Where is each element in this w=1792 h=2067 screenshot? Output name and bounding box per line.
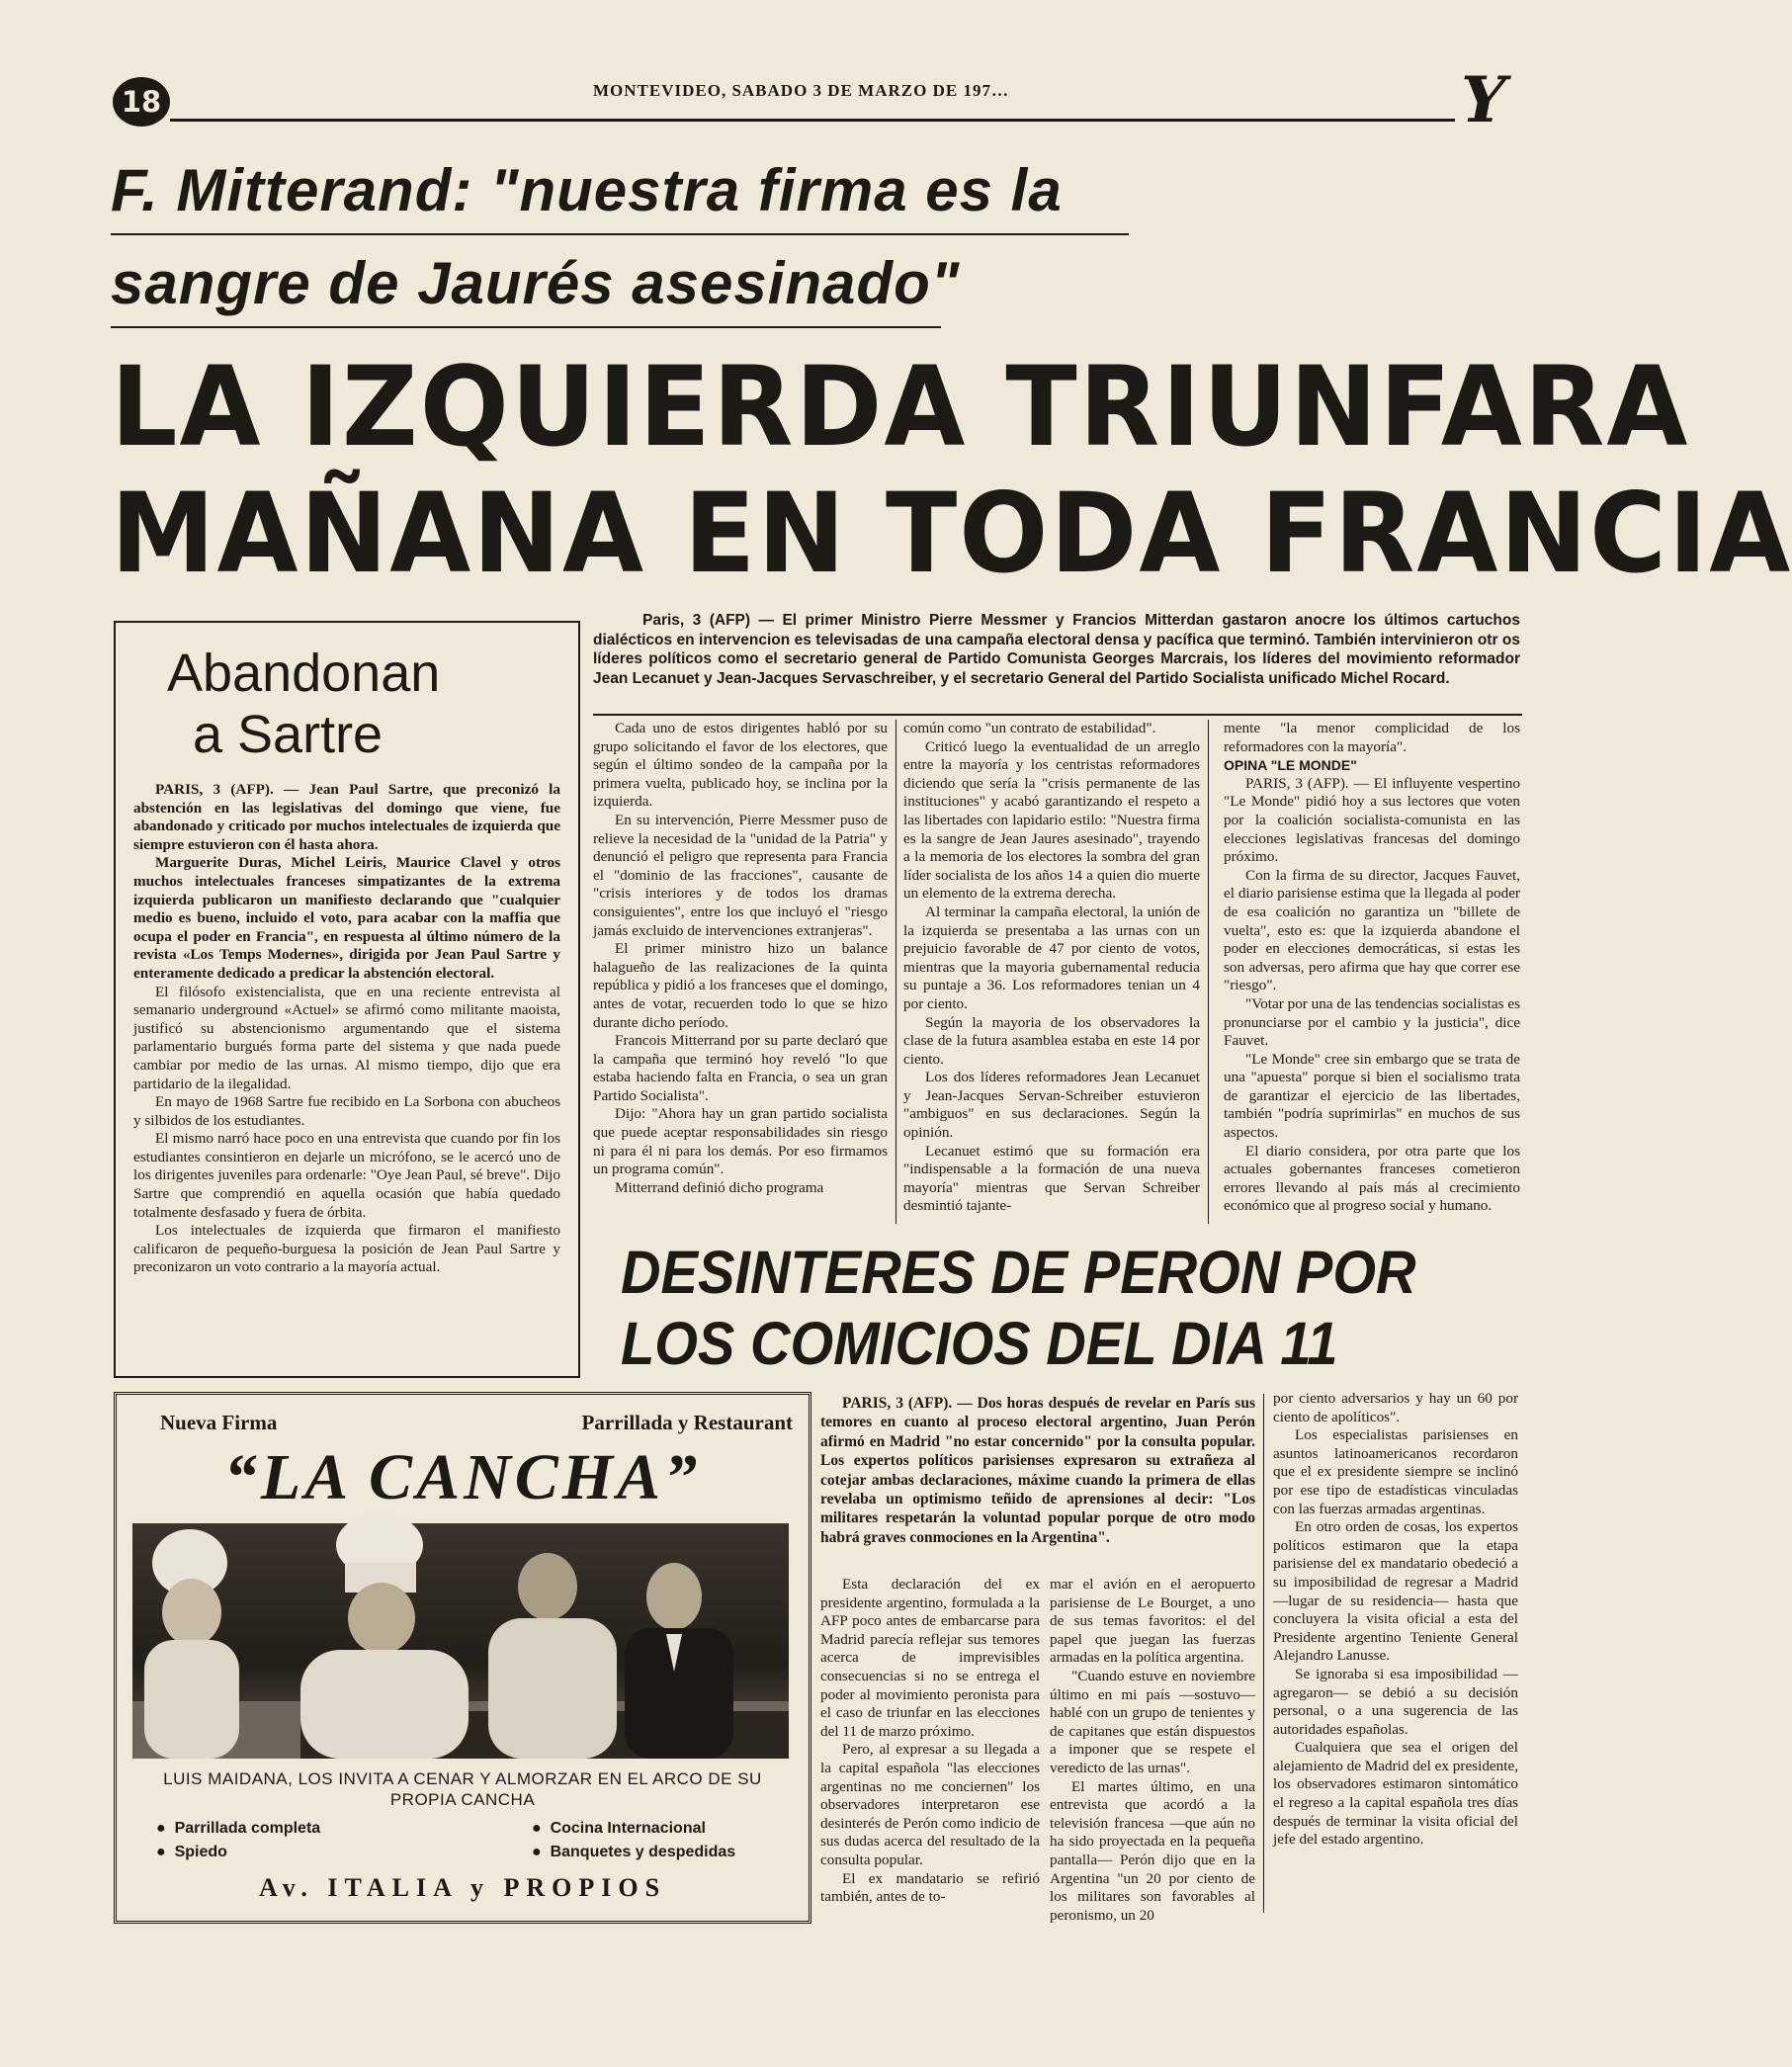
- column-divider: [1208, 720, 1209, 1224]
- paragraph: Esta declaración del ex presidente argentino, formulada a la AFP poco antes de embarcarse para Madrid parecía reflejar sus temores acerca de imprevisibles consecuencias si no se entrega el poder al movimiento peronista para el caso de triunfar en las elecciones del 11 de marzo próximo.: [820, 1576, 1040, 1740]
- paragraph: PARIS, 3 (AFP). — Jean Paul Sartre, que preconizó la abstención en las legislativas del domingo que viene, fue abandonado y criticado por muchos intelectuales de izquierda que siempre estuvieron con él hasta ahora.: [133, 781, 560, 853]
- paragraph: mente "la menor complicidad de los reformadores con la mayoría".: [1224, 720, 1520, 755]
- paragraph: PARIS, 3 (AFP). — El influyente vespertino "Le Monde" pidió hoy a sus lectores que voten por la coalición socialista-comunista en las elecciones legislativas francesas del domingo próximo.: [1224, 774, 1520, 866]
- paragraph: En otro orden de cosas, los expertos políticos estimaron que la etapa parisiense del ex mandatario obedeció a su imposibilidad de regresar a Madrid —lugar de su residencia— hasta que concluyera la visita oficial a esta del Presidente argentino Teniente General Alejandro Lanusse.: [1273, 1518, 1518, 1665]
- paragraph: Al terminar la campaña electoral, la unión de la izquierda se presentaba a las urnas con un prejuicio favorable de 47 por ciento de votos, mientras que la mayoria gubernamental reducia su puntaje a 36. Los reformadores tenian un 4 por ciento.: [903, 903, 1200, 1012]
- paragraph: Marguerite Duras, Michel Leiris, Maurice Clavel y otros muchos intelectuales franceses simpatizantes de la extrema izquierda publicaron un manifiesto declarando que "cualquier medio es bueno, incluido el voto, para acabar con la maffia que ocupa el poder en Francia", en respuesta al último número de la revista «Los Temps Modernes», dirigida por Jean Paul Sartre y enteramente dedicado a predicar la abstención electoral.: [133, 854, 560, 982]
- headline-rule-2: [111, 326, 941, 328]
- paragraph: Mitterrand definió dicho programa: [615, 1178, 824, 1196]
- france-column-2: [903, 720, 1200, 1234]
- paragraph: El filósofo existencialista, que en una reciente entrevista al semanario underground «Actuel» se afirmó como militante maoista, justificó su abstencionismo argumentando que el sistema parlamentario burgués forma parte del sistema y que nada puede cambiar por medio de las urnas. Al mismo tiempo, dijo que era partidario de la ilegalidad.: [133, 983, 560, 1092]
- banner-line-2: MAÑANA EN TODA FRANCIA: [111, 469, 1792, 598]
- paragraph: En su intervención, Pierre Messmer puso de relieve la necesidad de la "unidad de la Patria" y denunció el peligro que representa para Francia el "dominio de las fracciones", causante de "crisis interiores y de todos los dramas consiguientes", entre los que incluyó el "riesgo jamás excluido de intervenciones extranjeras".: [593, 811, 888, 939]
- ad-address: Av. ITALIA y PROPIOS: [258, 1873, 667, 1902]
- restaurant-ad: [114, 1392, 811, 1924]
- ad-item-4: [532, 1844, 735, 1861]
- sartre-title-1: Abandonan: [167, 644, 441, 703]
- sartre-article: [133, 781, 560, 1369]
- sartre-box: [114, 621, 580, 1378]
- ad-item-label: Banquetes y despedidas: [550, 1844, 736, 1860]
- ad-photo-illustration: [132, 1523, 789, 1759]
- header-rule: [170, 119, 1455, 122]
- paragraph: "Le Monde" cree sin embargo que se trata de una "apuesta" porque si bien el socialismo trata de garantizar el ejercicio de las libertades, también "podría suprimirlas" en muchos de sus aspectos.: [1224, 1050, 1520, 1142]
- ad-item-label: Cocina Internacional: [550, 1820, 706, 1837]
- headline-line-1: F. Mitterand: "nuestra firma es la: [111, 157, 1063, 223]
- subhead-le-monde: OPINA "LE MONDE": [1224, 757, 1357, 774]
- paragraph: Cada uno de estos dirigentes habló por su grupo solicitando el favor de los electores, que según el último sondeo de la campaña por la primera vuelta, publicado hoy, se inclina por la izquierda.: [593, 720, 888, 811]
- paragraph: Los especialistas parisienses en asuntos latinoamericanos recordaron que el ex presidente siempre se inclinó por ese tipo de estadísticas vinculadas con las fuerzas armadas argentinas.: [1273, 1426, 1518, 1517]
- paragraph: "Votar por una de las tendencias socialistas es pronunciarse por el cambio y la justicia", dice Fauvet.: [1224, 994, 1520, 1050]
- bullet-icon: ●: [156, 1820, 175, 1837]
- peron-title-2: LOS COMICIOS DEL DIA 11: [621, 1310, 1338, 1377]
- page-number: 18: [121, 85, 162, 119]
- paragraph: Pero, al expresar a su llegada a la capital española "las elecciones argentinas no me conciernen" los observadores interpretaron ese desinterés de Perón como indicio de sus dudas acerca del resultado de la consulta popular.: [820, 1741, 1040, 1868]
- paragraph: El diario considera, por otra parte que los actuales gobernantes franceses cometieron errores llevando al país más al crecimiento económico que al progreso social y humano.: [1224, 1142, 1520, 1215]
- bullet-icon: ●: [156, 1844, 175, 1860]
- paragraph: Se ignoraba si esa imposibilidad —agregaron— se debió a su decisión personal, o a una sugerencia de las autoridades españolas.: [1273, 1665, 1518, 1738]
- column-divider: [1263, 1394, 1264, 1913]
- peron-lead: [820, 1394, 1255, 1562]
- paragraph: Cualquiera que sea el origen del alejamiento de Madrid del ex presidente, los observadores estimaron sintomático el regreso a la capital española tres días después de terminar la visita oficial del jefe del estado argentino.: [1273, 1739, 1518, 1849]
- paragraph: Según la mayoria de los observadores la clase de la futura asamblea estaba en este 14 por ciento.: [903, 1013, 1200, 1068]
- paragraph: por ciento adversarios y hay un 60 por ciento de apolíticos".: [1273, 1390, 1518, 1425]
- ad-tagline: LUIS MAIDANA, LOS INVITA A CENAR Y ALMORZAR EN EL ARCO DE SU PROPIA CANCHA: [163, 1769, 762, 1809]
- ad-item-label: Spiedo: [174, 1844, 227, 1860]
- paragraph: El mismo narró hace poco en una entrevista que cuando por fin los estudiantes consintieron en dejarle un micrófono, se le acercó uno de los dirigentes juveniles para ordenarle: "Oye Jean Paul, sé breve". Dijo Sartre que comprendió en aquella ocasión que había quedado totalmente desfasado y fuera de órbita.: [133, 1130, 560, 1221]
- paragraph: En mayo de 1968 Sartre fue recibido en La Sorbona con abucheos y silbidos de los estudiantes.: [133, 1093, 560, 1129]
- paragraph: El ex mandatario se refirió también, antes de to-: [820, 1869, 1040, 1906]
- paragraph: Los dos líderes reformadores Jean Lecanuet y Jean-Jacques Servan-Schreiber estuvieron "ambiguos" en sus declaraciones. Según la opinión.: [903, 1069, 1200, 1142]
- ad-name: “LA CANCHA”: [223, 1441, 702, 1513]
- bullet-icon: ●: [532, 1820, 551, 1837]
- logo-letter: Y: [1461, 63, 1506, 137]
- page-number-badge: [113, 77, 170, 127]
- ad-photo: [132, 1523, 789, 1759]
- paragraph: Francois Mitterrand por su parte declaró que la campaña que terminó hoy reveló "lo que estaba haciendo falta en Francia, o sea un gran Partido Socialista".: [593, 1032, 888, 1104]
- dateline: MONTEVIDEO, SABADO 3 DE MARZO DE 197…: [593, 81, 1009, 100]
- paragraph: El primer ministro hizo un balance halagueño de las realizaciones de la quinta república y pidió a los franceses que el domingo, antes de votar, recuerden todo lo que se hizo durante dicho período.: [593, 940, 888, 1031]
- masthead-logo: [1461, 65, 1506, 136]
- paragraph: común como "un contrato de estabilidad".: [903, 720, 1156, 736]
- paragraph: "Cuando estuve en noviembre último en mi país —sostuvo— hablé con un grupo de tenientes y de capitanes que están dispuestos a imponer que se respete el veredicto de las urnas".: [1050, 1667, 1255, 1776]
- paragraph: Criticó luego la eventualidad de un arreglo entre la mayoría y los centristas reformadores diciendo que sería la "crisis permanente de las instituciones" y acabó garantizando el respeto a las libertades con lapidario estilo: "Nuestra firma es la sangre de Jean Jaures asesinado", trayendo a la memoria de los electores la sombra del gran líder socialista de los años 14 a quien dio muerte un elemento de la extrema derecha.: [903, 737, 1200, 903]
- ad-top-left: Nueva Firma: [160, 1411, 278, 1434]
- france-lead-text: Paris, 3 (AFP) — El primer Ministro Pierre Messmer y Francios Mitterdan gastaron anocre los últimos cartuchos dialécticos en intervencion es televisadas de una campaña electoral densa y pacífica que terminó. También intervinieron otr os líderes políticos como el secretario general de Partido Comunista Georges Marcrais, los líderes del movimiento reformador Jean Lecanuet y Jean-Jacques Servaschreiber, y el secretario General del Partido Socialista unificado Michel Rocard.: [593, 612, 1520, 687]
- paragraph: mar el avión en el aeropuerto parisiense de Le Bourget, a uno de sus temas favoritos: el del papel que juegan las fuerzas armadas en la política argentina.: [1050, 1576, 1255, 1667]
- paragraph: Los intelectuales de izquierda que firmaron el manifiesto calificaron de pequeño-burguesa la posición de Jean Paul Sartre y preconizaron un voto contrario a la mayoría actual.: [133, 1222, 560, 1276]
- paragraph: El martes último, en una entrevista que acordó a la televisión francesa —que aún no ha sido proyectada en la pequeña pantalla— Perón dijo que en la Argentina "un 20 por ciento de los militares son favorables al peronismo, un 20: [1050, 1777, 1255, 1924]
- peron-column-2: [1050, 1576, 1255, 1924]
- paragraph: Dijo: "Ahora hay un gran partido socialista que puede aceptar responsabilidades sin riesgo ni para él ni para los demás. Por eso firmamos un programa común".: [593, 1105, 888, 1178]
- ad-top-right: Parrillada y Restaurant: [581, 1411, 793, 1434]
- peron-lead-text: PARIS, 3 (AFP). — Dos horas después de revelar en París sus temores en cuanto al proceso electoral argentino, Juan Perón afirmó en Madrid "no estar concernido" por la consulta popular. Los expertos políticos parisienses expresaron su extrañeza al cotejar ambas declaraciones, máxime cuando la primera de ellas revelaba un optimismo teñido de aprensiones al decir: "Los militares respetarán la voluntad popular porque de otro modo habrá graves conmociones en la Argentina".: [820, 1395, 1255, 1546]
- france-column-3: [1224, 720, 1520, 1234]
- peron-column-1: [820, 1576, 1040, 1912]
- ad-item-1: [156, 1820, 320, 1838]
- france-column-1: [593, 720, 888, 1234]
- france-lead-rule: [593, 714, 1522, 716]
- peron-title-1: DESINTERES DE PERON POR: [621, 1239, 1416, 1306]
- banner-line-1: LA IZQUIERDA TRIUNFARA: [111, 342, 1690, 472]
- france-lead: [593, 611, 1520, 710]
- paragraph: Con la firma de su director, Jacques Fauvet, el diario parisiense estima que la llegada al poder de esa coalición no garantiza un "billete de vuelta", esto es: que la izquierda abandone el poder en elecciones democráticas, si estas les son adversas, pero afirma que hay que correr ese "riesgo".: [1224, 866, 1520, 994]
- peron-column-3: [1273, 1390, 1518, 1912]
- ad-item-2: [156, 1844, 227, 1861]
- ad-item-label: Parrillada completa: [174, 1820, 321, 1837]
- headline-line-2: sangre de Jaurés asesinado": [111, 250, 961, 316]
- paragraph: Lecanuet estimó que su formación era "indispensable a la formación de una nueva mayoría" mientras que Servan Schreiber desmintió tajante-: [903, 1142, 1200, 1215]
- sartre-title-2: a Sartre: [193, 705, 384, 764]
- bullet-icon: ●: [532, 1844, 551, 1860]
- ad-item-3: [532, 1820, 706, 1838]
- headline-rule-1: [111, 233, 1129, 235]
